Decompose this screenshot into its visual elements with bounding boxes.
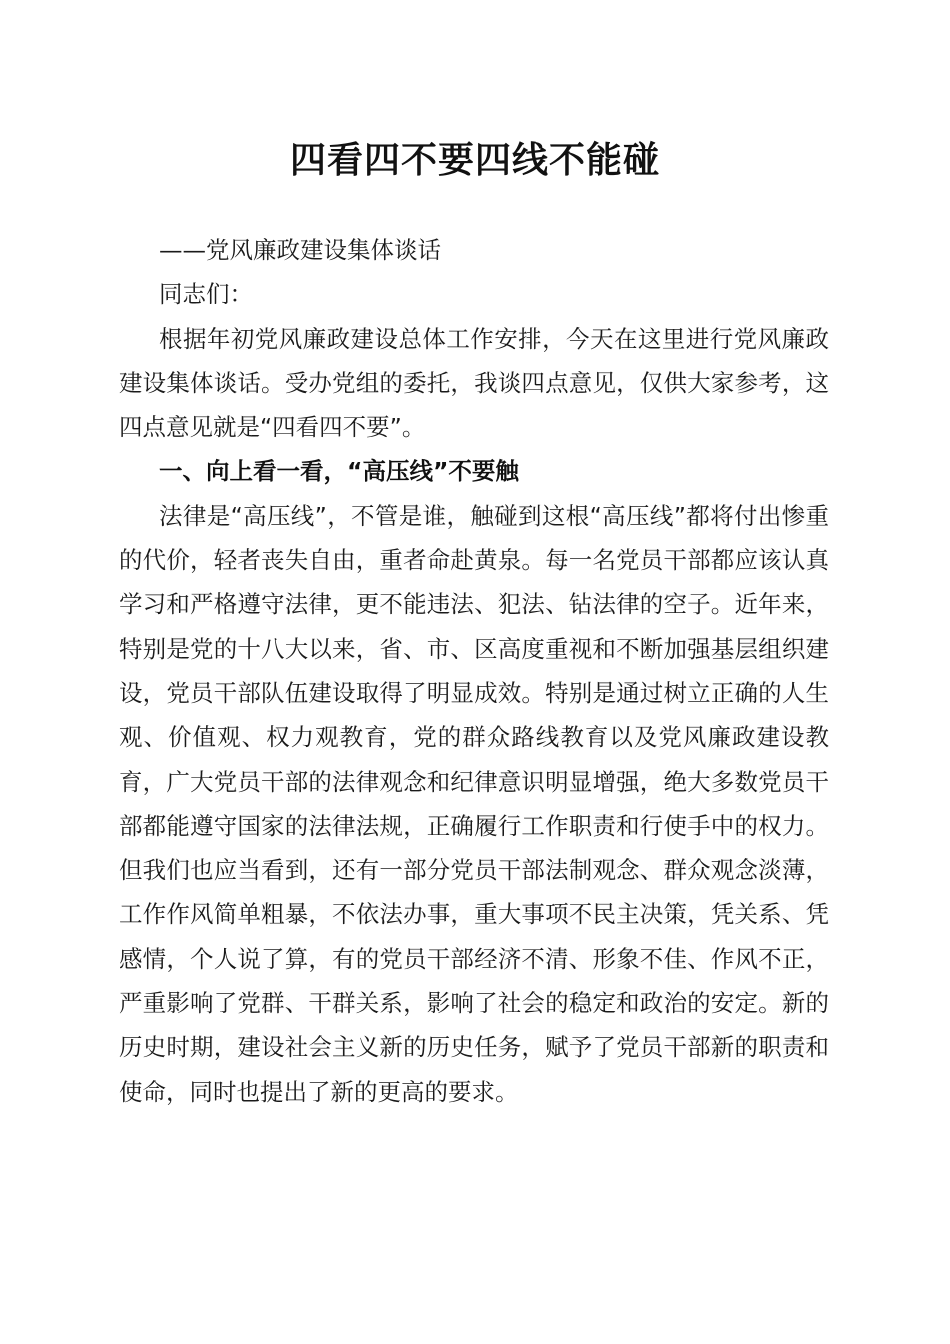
document-body xyxy=(119,228,829,1114)
document-subtitle: ——党风廉政建设集体谈话 xyxy=(159,236,441,264)
section-heading: 一、向上看一看，“高压线”不要触 xyxy=(159,457,519,486)
document-title: 四看四不要四线不能碰 xyxy=(289,139,660,181)
intro-paragraph: 根据年初党风廉政建设总体工作安排，今天在这里进行党风廉政建设集体谈话。受办党组的委托，我谈四点意见，仅供大家参考，这四点意见就是“四看四不要”。 xyxy=(119,324,829,442)
section-paragraph: 法律是“高压线”，不管是谁，触碰到这根“高压线”都将付出惨重的代价，轻者丧失自由，重者命赴黄泉。每一名党员干部都应该认真学习和严格遵守法律，更不能违法、犯法、钻法律的空子。近年来，特别是党的十八大以来，省、市、区高度重视和不断加强基层组织建设，党员干部队伍建设取得了明显成效。特别是通过树立正确的人生观、价值观、权力观教育，党的群众路线教育以及党风廉政建设教育，广大党员干部的法律观念和纪律意识明显增强，绝大多数党员干部都能遵守国家的法律法规，正确履行工作职责和行使手中的权力。但我们也应当看到，还有一部分党员干部法制观念、群众观念淡薄，工作作风简单粗暴，不依法办事，重大事项不民主决策，凭关系、凭感情，个人说了算，有的党员干部经济不清、形象不佳、作风不正，严重影响了党群、干群关系，影响了社会的稳定和政治的安定。新的历史时期，建设社会主义新的历史任务，赋予了党员干部新的职责和使命，同时也提出了新的更高的要求。 xyxy=(119,501,829,1106)
salutation: 同志们： xyxy=(159,280,253,309)
